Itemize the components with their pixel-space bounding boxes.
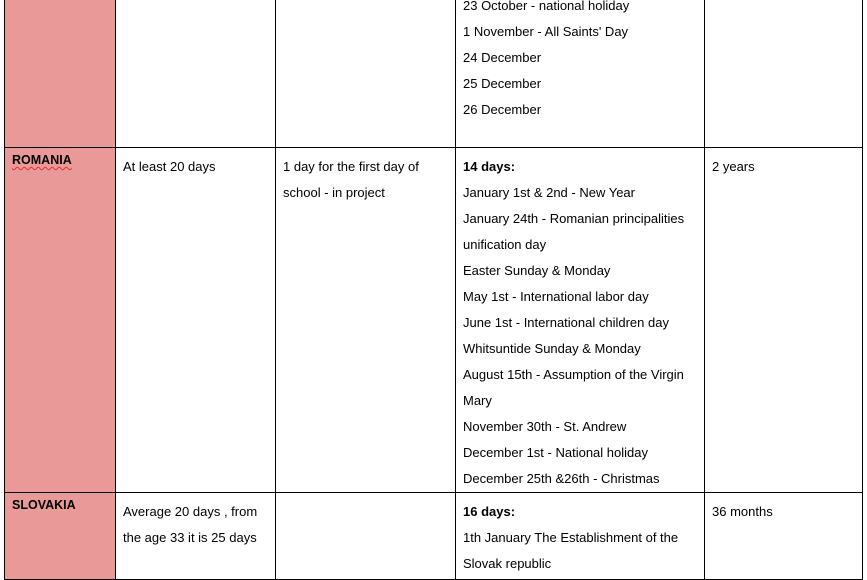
extra-leave-cell	[276, 0, 456, 148]
extra-leave-cell	[276, 148, 456, 493]
holiday-line: Easter Sunday & Monday	[463, 263, 611, 278]
annual-leave-line: the age 33 it is 25 days	[123, 530, 257, 545]
holiday-line: Whitsuntide Sunday & Monday	[463, 341, 641, 356]
holiday-line: June 1st - International children day	[463, 315, 669, 330]
holiday-line: November 30th - St. Andrew	[463, 419, 627, 434]
holiday-line: January 1st & 2nd - New Year	[463, 185, 635, 200]
extra-leave-cell	[276, 493, 456, 580]
holiday-line: unification day	[463, 237, 547, 252]
holiday-line: December 1st - National holiday	[463, 445, 648, 460]
holiday-line: Slovak republic	[463, 556, 552, 571]
country-name: ROMANIA	[12, 153, 72, 167]
extra-leave-line: school - in project	[283, 185, 385, 200]
holiday-line: 1th January The Establishment of the	[463, 530, 679, 545]
table-row	[5, 148, 863, 493]
holiday-line: 23 October - national holiday	[463, 0, 630, 13]
holiday-line: 26 December	[463, 102, 542, 117]
holiday-line: January 24th - Romanian principalities	[463, 211, 685, 226]
holiday-line: May 1st - International labor day	[463, 289, 649, 304]
annual-leave-line: Average 20 days , from	[123, 504, 258, 519]
holiday-line: 25 December	[463, 76, 542, 91]
holiday-line: 24 December	[463, 50, 542, 65]
table-row	[5, 493, 863, 580]
holidays-cell	[456, 0, 705, 148]
annual-leave-cell	[116, 493, 276, 580]
annual-leave-text: At least 20 days	[123, 159, 216, 174]
holiday-line: 1 November - All Saints' Day	[463, 24, 629, 39]
holidays-cell	[456, 493, 705, 580]
table-row	[5, 0, 863, 148]
duration-cell	[705, 0, 863, 148]
country-name: SLOVAKIA	[12, 498, 76, 512]
holiday-line: August 15th - Assumption of the Virgin	[463, 367, 684, 382]
holiday-line: Mary	[463, 393, 492, 408]
duration-cell	[705, 148, 863, 493]
holidays-header: 16 days:	[463, 504, 516, 519]
annual-leave-cell	[116, 148, 276, 493]
extra-leave-line: 1 day for the first day of	[283, 159, 419, 174]
holidays-cell	[456, 148, 705, 493]
annual-leave-cell	[116, 0, 276, 148]
country-cell	[5, 493, 116, 580]
leave-comparison-table	[4, 0, 863, 580]
duration-text: 2 years	[712, 159, 755, 174]
country-cell	[5, 0, 116, 148]
holidays-header: 14 days:	[463, 159, 516, 174]
country-cell	[5, 148, 116, 493]
holiday-line: December 25th &26th - Christmas	[463, 471, 660, 486]
duration-text: 36 months	[712, 504, 773, 519]
duration-cell	[705, 493, 863, 580]
